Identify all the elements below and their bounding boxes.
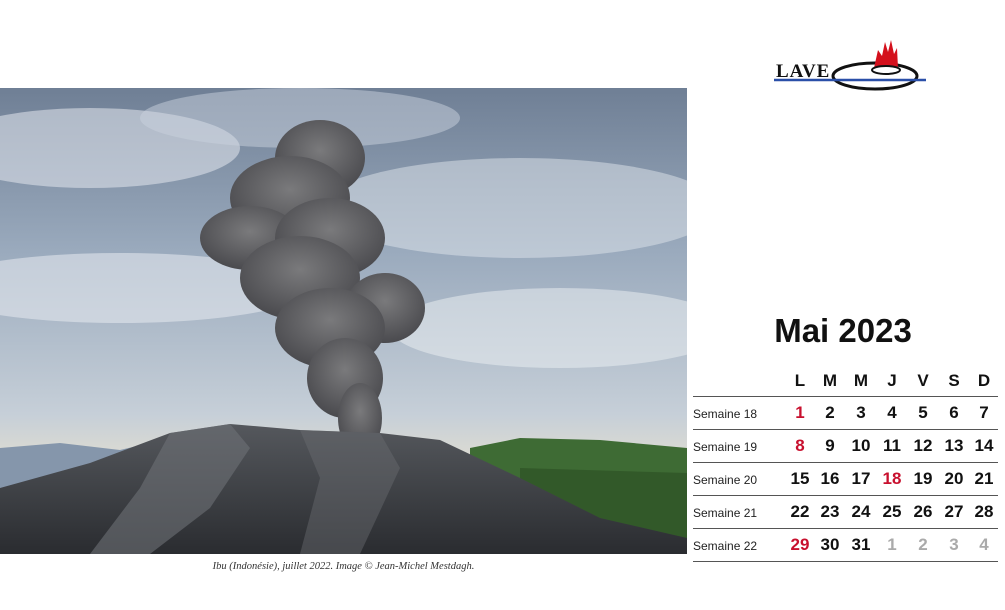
day-cell: 1 xyxy=(887,535,897,554)
day-cell: 11 xyxy=(883,436,901,455)
day-cell: 22 xyxy=(790,502,810,521)
lave-logo xyxy=(770,36,930,98)
day-cell: 15 xyxy=(790,469,810,488)
weekday-label: M xyxy=(822,371,838,390)
day-cell: 24 xyxy=(851,502,871,521)
day-cell: 2 xyxy=(918,535,928,554)
week-row xyxy=(693,495,998,529)
calendar-bottom-rule xyxy=(693,561,998,562)
day-cell: 13 xyxy=(944,436,964,455)
logo-text: LAVE xyxy=(776,61,831,82)
weekday-label: J xyxy=(887,371,897,390)
day-cell: 26 xyxy=(913,502,933,521)
day-cell: 12 xyxy=(913,436,933,455)
week-label: Semaine 19 xyxy=(693,440,758,454)
day-cell: 27 xyxy=(944,502,964,521)
day-cell: 4 xyxy=(887,403,897,422)
weekday-label: V xyxy=(917,371,929,390)
day-cell: 6 xyxy=(949,403,959,422)
day-cell: 1 xyxy=(795,403,805,422)
day-cell: 20 xyxy=(944,469,964,488)
day-cell: 10 xyxy=(851,436,871,455)
week-row xyxy=(693,396,998,430)
week-row xyxy=(693,528,998,562)
day-cell: 4 xyxy=(979,535,989,554)
day-cell: 25 xyxy=(882,502,902,521)
day-cell: 18 xyxy=(882,469,902,488)
day-cell: 23 xyxy=(820,502,840,521)
day-cell: 30 xyxy=(820,535,840,554)
month-title: Mai 2023 xyxy=(774,312,912,349)
day-cell: 29 xyxy=(790,535,810,554)
day-cell: 3 xyxy=(856,403,866,422)
day-cell: 14 xyxy=(974,436,994,455)
week-row xyxy=(693,429,998,463)
day-cell: 7 xyxy=(979,403,989,422)
photo-caption: Ibu (Indonésie), juillet 2022. Image © Jean-Michel Mestdagh. xyxy=(212,561,475,572)
weekday-label: M xyxy=(853,371,869,390)
day-cell: 17 xyxy=(851,469,871,488)
day-cell: 2 xyxy=(825,403,835,422)
week-label: Semaine 21 xyxy=(693,506,758,520)
weekday-label: L xyxy=(794,371,806,390)
week-label: Semaine 18 xyxy=(693,407,758,421)
day-cell: 31 xyxy=(851,535,871,554)
day-cell: 19 xyxy=(913,469,933,488)
volcano-photo xyxy=(0,88,687,554)
weekday-label: D xyxy=(977,371,991,390)
weekday-header xyxy=(693,366,998,396)
weekday-label: S xyxy=(948,371,960,390)
day-cell: 8 xyxy=(795,436,805,455)
day-cell: 3 xyxy=(949,535,959,554)
week-row xyxy=(693,462,998,496)
day-cell: 9 xyxy=(825,436,835,455)
day-cell: 21 xyxy=(974,469,994,488)
day-cell: 28 xyxy=(974,502,994,521)
week-label: Semaine 20 xyxy=(693,473,758,487)
day-cell: 16 xyxy=(820,469,840,488)
week-label: Semaine 22 xyxy=(693,539,758,553)
day-cell: 5 xyxy=(918,403,928,422)
